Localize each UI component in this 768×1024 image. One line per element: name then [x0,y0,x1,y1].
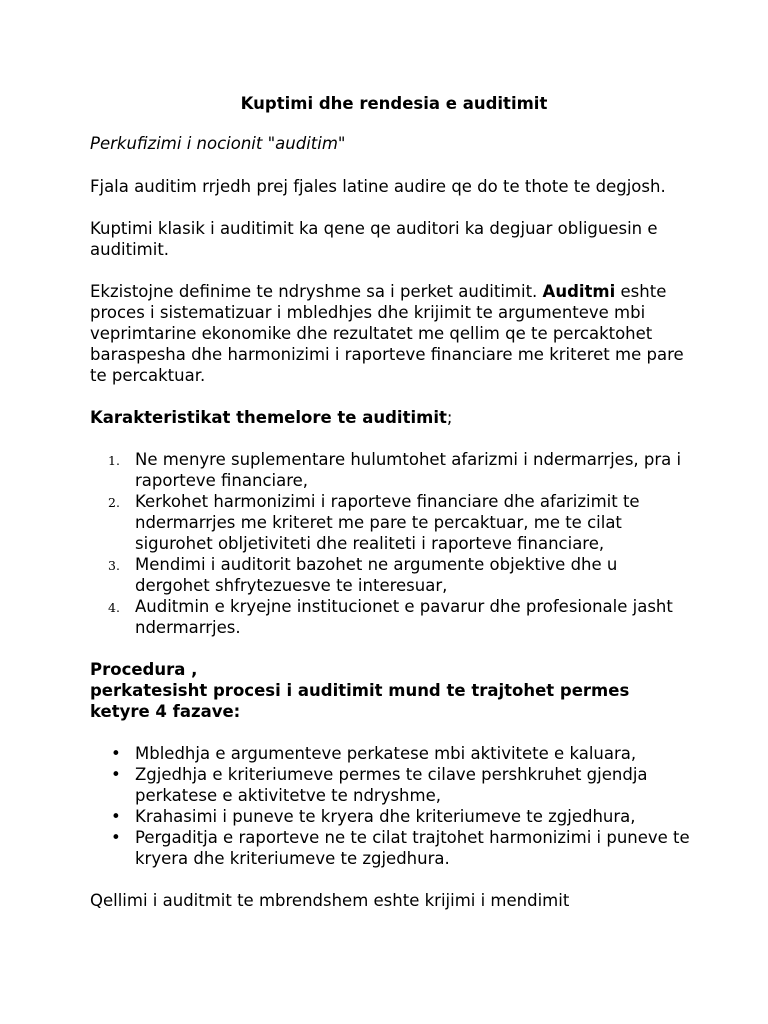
list-item-text: Krahasimi i puneve te kryera dhe kriteriumeve te zgjedhura, [135,807,636,826]
procedure-heading-line2: perkatesisht procesi i auditimit mund te trajtohet permes ketyre 4 fazave: [90,681,630,721]
list-item [111,806,690,827]
paragraph-intro: Ekzistojne definime te ndryshme sa i perket auditimit. [90,282,543,301]
list-item [108,491,690,554]
subtitle: Perkufizimi i nocionit "auditim" [90,134,346,153]
document-body [90,93,690,932]
list-item [108,449,690,491]
list-item-text: Pergaditja e raporteve ne te cilat trajtohet harmonizimi i puneve te kryera dhe kriteriumeve te zgjedhura. [135,828,690,868]
list-number: 4. [108,600,120,615]
list-item [108,596,690,638]
section-heading-suffix: ; [446,408,453,427]
auditmi-term: Auditmi [542,282,616,301]
section-heading [90,407,690,428]
bullet-icon: • [111,765,121,784]
characteristics-list [90,449,690,638]
list-item-text: Ne menyre suplementare hulumtohet afarizmi i ndermarrjes, pra i raporteve financiare, [135,450,682,490]
paragraph-definition: Fjala auditim rrjedh prej fjales latine audire qe do te thote te degjosh. [90,177,666,196]
procedure-heading [90,659,690,722]
list-item-text: Kerkohet harmonizimi i raporteve financiare dhe afarizimit te ndermarrjes me kriteret me pare te percaktuar, me te cilat sigurohet obljetiviteti dhe realiteti i raporteve financiare, [135,492,640,553]
list-item-text: Mendimi i auditorit bazohet ne argumente objektive dhe u dergohet shfrytezuesve te interesuar, [135,555,618,595]
paragraph-classic-meaning: Kuptimi klasik i auditimit ka qene qe auditori ka degjuar obliguesin e auditimit. [90,219,658,259]
list-item [108,554,690,596]
section-heading-text: Karakteristikat themelore te auditimit [90,408,447,427]
closing-paragraph: Qellimi i auditmit te mbrendshem eshte krijimi i mendimit [90,891,570,910]
paragraph-rest: eshte proces i sistematizuar i mbledhjes dhe krijimit te argumenteve mbi veprimtarine ekonomike dhe rezultatet me qellim qe te percaktohet baraspesha dhe harmonizimi i raporteve financiare me kriteret me pare te percaktuar. [90,282,684,385]
list-item [111,827,690,869]
bullet-icon: • [111,744,121,763]
list-number: 2. [108,495,120,510]
list-number: 1. [108,453,120,468]
list-item [111,764,690,806]
list-item [111,743,690,764]
bullet-icon: • [111,807,121,826]
phases-list [90,743,690,869]
list-item-text: Zgjedhja e kriteriumeve permes te cilave pershkruhet gjendja perkatese e aktivitetve te ndryshme, [135,765,648,805]
list-item-text: Auditmin e kryejne institucionet e pavarur dhe profesionale jasht ndermarrjes. [135,597,673,637]
procedure-heading-line1: Procedura , [90,660,198,679]
paragraph-definitions [90,281,690,386]
page-title: Kuptimi dhe rendesia e auditimit [240,94,548,113]
bullet-icon: • [111,828,121,847]
list-item-text: Mbledhja e argumenteve perkatese mbi aktivitete e kaluara, [135,744,637,763]
list-number: 3. [108,558,120,573]
